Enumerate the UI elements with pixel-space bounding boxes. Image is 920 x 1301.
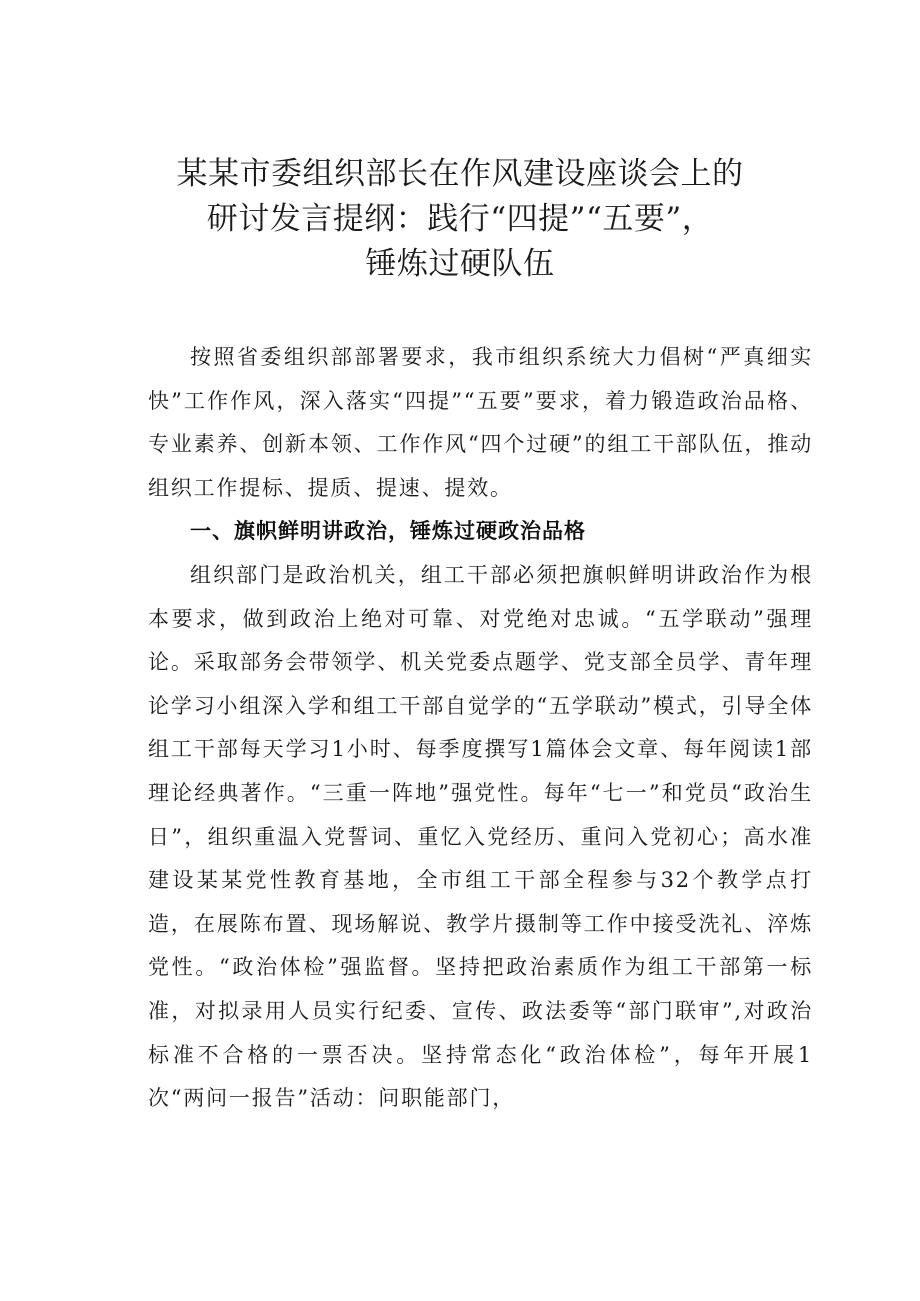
intro-paragraph: 按照省委组织部部署要求，我市组织系统大力倡树“严真细实快”工作作风，深入落实“四提”“五要”要求，着力锻造政治品格、专业素养、创新本领、工作作风“四个过硬”的组工干部队伍，推动组织工作提标、提质、提速、提效。 [148, 345, 813, 500]
section-1-paragraph: 组织部门是政治机关，组工干部必须把旗帜鲜明讲政治作为根本要求，做到政治上绝对可靠、对党绝对忠诚。“五学联动”强理论。采取部务会带领学、机关党委点题学、党支部全员学、青年理论学习小组深入学和组工干部自觉学的“五学联动”模式，引导全体组工干部每天学习1小时、每季度撰写1篇体会文章、每年阅读1部理论经典著作。“三重一阵地”强党性。每年“七一”和党员“政治生日”，组织重温入党誓词、重忆入党经历、重问入党初心；高水准建设某某党性教育基地，全市组工干部全程参与32个教学点打造，在展陈布置、现场解说、教学片摄制等工作中接受洗礼、淬炼党性。“政治体检”强监督。坚持把政治素质作为组工干部第一标准，对拟录用人员实行纪委、宣传、政法委等“部门联审”,对政治标准不合格的一票否决。坚持常态化“政治体检”，每年开展1次“两问一报告”活动：问职能部门， [148, 562, 813, 1111]
title-line-3: 锤炼过硬队伍 [365, 246, 555, 282]
title-line-1: 某某市委组织部长在作风建设座谈会上的 [176, 156, 744, 192]
title-line-2: 研讨发言提纲：践行“四提”“五要”， [206, 201, 714, 237]
document-body [148, 336, 813, 1121]
section-1-heading: 一、旗帜鲜明讲政治，锤炼过硬政治品格 [190, 519, 586, 544]
document-title [150, 152, 770, 287]
